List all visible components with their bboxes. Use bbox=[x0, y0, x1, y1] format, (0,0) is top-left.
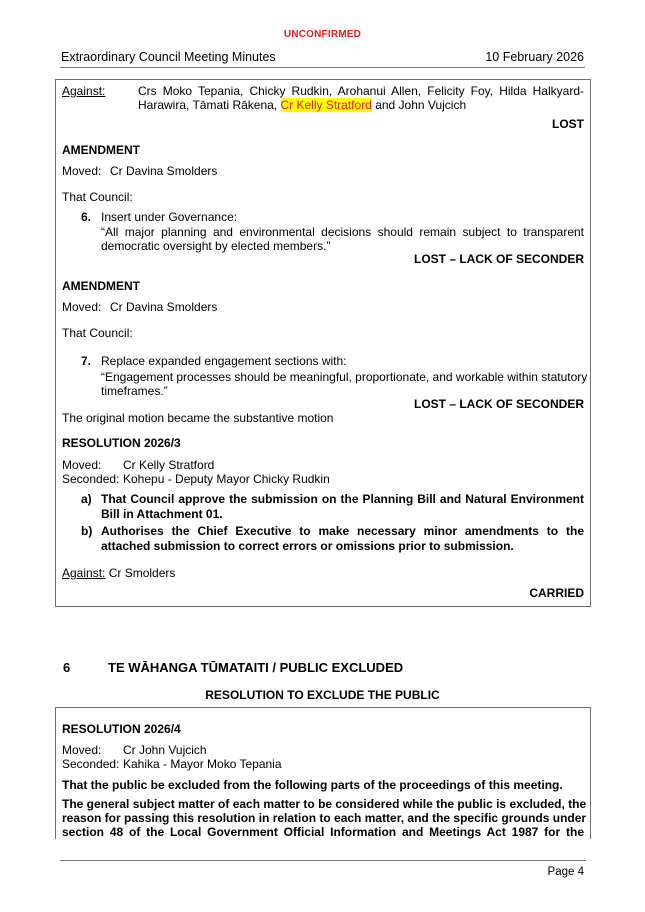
resolution-heading: RESOLUTION 2026/3 bbox=[62, 436, 181, 450]
amendment-heading: AMENDMENT bbox=[62, 279, 140, 293]
outcome-lost: LOST bbox=[552, 117, 584, 131]
seconded-label: Seconded: bbox=[62, 757, 120, 771]
outcome-lost-seconder: LOST – LACK OF SECONDER bbox=[413, 252, 584, 266]
moved-value: Cr Davina Smolders bbox=[110, 300, 218, 314]
substantive-motion-note: The original motion became the substantive motion bbox=[62, 411, 334, 425]
item-number: 6. bbox=[81, 210, 92, 224]
section-subtitle: RESOLUTION TO EXCLUDE THE PUBLIC bbox=[205, 688, 440, 702]
seconded-label: Seconded: bbox=[62, 472, 120, 486]
resolution-box-1 bbox=[55, 79, 591, 607]
against-label: Against: bbox=[62, 84, 106, 98]
against-text-line1: Crs Moko Tepania, Chicky Rudkin, Arohanui Allen, Felicity Foy, Hilda Halkyard- bbox=[138, 84, 584, 98]
item-quote-line2: democratic oversight by elected members.” bbox=[101, 239, 331, 253]
outcome-carried: CARRIED bbox=[529, 586, 584, 600]
against-text-line2 bbox=[138, 98, 466, 112]
moved-value: Cr John Vujcich bbox=[123, 743, 207, 757]
moved-label: Moved: bbox=[62, 300, 102, 314]
item-b-line1: Authorises the Chief Executive to make necessary minor amendments to the bbox=[101, 524, 584, 538]
outcome-lost-seconder: LOST – LACK OF SECONDER bbox=[413, 397, 584, 411]
item-quote-line1: “Engagement processes should be meaningful, proportionate, and workable within statutory bbox=[101, 370, 588, 384]
section-title: TE WĀHANGA TŪMATAITI / PUBLIC EXCLUDED bbox=[108, 660, 404, 675]
footer-divider bbox=[60, 860, 586, 861]
item-b-line2: attached submission to correct errors or omissions prior to submission. bbox=[101, 539, 514, 553]
item-a-line1: That Council approve the submission on the Planning Bill and Natural Environment bbox=[101, 492, 584, 506]
document-title: Extraordinary Council Meeting Minutes bbox=[61, 50, 276, 64]
seconded-value: Kohepu - Deputy Mayor Chicky Rudkin bbox=[123, 472, 330, 486]
moved-label: Moved: bbox=[62, 743, 102, 757]
item-quote-line2: timeframes.” bbox=[101, 384, 168, 398]
moved-label: Moved: bbox=[62, 458, 102, 472]
that-council: That Council: bbox=[62, 326, 133, 340]
grounds-paragraph-line2: reason for passing this resolution in relation to each matter, and the specific grounds under bbox=[62, 811, 587, 825]
item-title: Replace expanded engagement sections with: bbox=[101, 354, 347, 368]
amendment-heading: AMENDMENT bbox=[62, 143, 140, 157]
moved-value: Cr Kelly Stratford bbox=[123, 458, 215, 472]
against-line bbox=[62, 566, 175, 580]
page-number: Page 4 bbox=[547, 866, 584, 878]
that-council: That Council: bbox=[62, 190, 133, 204]
section-number: 6 bbox=[63, 660, 71, 675]
against-names: Harawira, Tāmati Rākena, bbox=[138, 98, 281, 112]
highlighted-name: Cr Kelly Stratford bbox=[280, 98, 372, 112]
resolution-box-2 bbox=[55, 707, 591, 839]
against-value: Cr Smolders bbox=[105, 566, 176, 580]
against-label: Against: bbox=[62, 566, 106, 580]
item-a-line2: Bill in Attachment 01. bbox=[101, 507, 223, 521]
moved-label: Moved: bbox=[62, 164, 102, 178]
item-marker-b: b) bbox=[81, 524, 93, 538]
resolution-heading: RESOLUTION 2026/4 bbox=[62, 722, 181, 736]
unconfirmed-status: UNCONFIRMED bbox=[283, 29, 362, 40]
against-names-end: and John Vujcich bbox=[371, 98, 467, 112]
moved-value: Cr Davina Smolders bbox=[110, 164, 218, 178]
item-quote-line1: “All major planning and environmental decisions should remain subject to transparent bbox=[101, 225, 584, 239]
item-number: 7. bbox=[81, 354, 92, 368]
header-divider bbox=[60, 67, 585, 68]
item-title: Insert under Governance: bbox=[101, 210, 238, 224]
exclusion-paragraph: That the public be excluded from the following parts of the proceedings of this meeting. bbox=[62, 778, 563, 792]
meeting-date: 10 February 2026 bbox=[485, 50, 584, 64]
grounds-paragraph-line1: The general subject matter of each matter to be considered while the public is excluded, the bbox=[62, 797, 587, 811]
item-marker-a: a) bbox=[81, 492, 92, 506]
grounds-paragraph-line3: section 48 of the Local Government Official Information and Meetings Act 1987 for the bbox=[62, 825, 584, 839]
seconded-value: Kahika - Mayor Moko Tepania bbox=[123, 757, 282, 771]
